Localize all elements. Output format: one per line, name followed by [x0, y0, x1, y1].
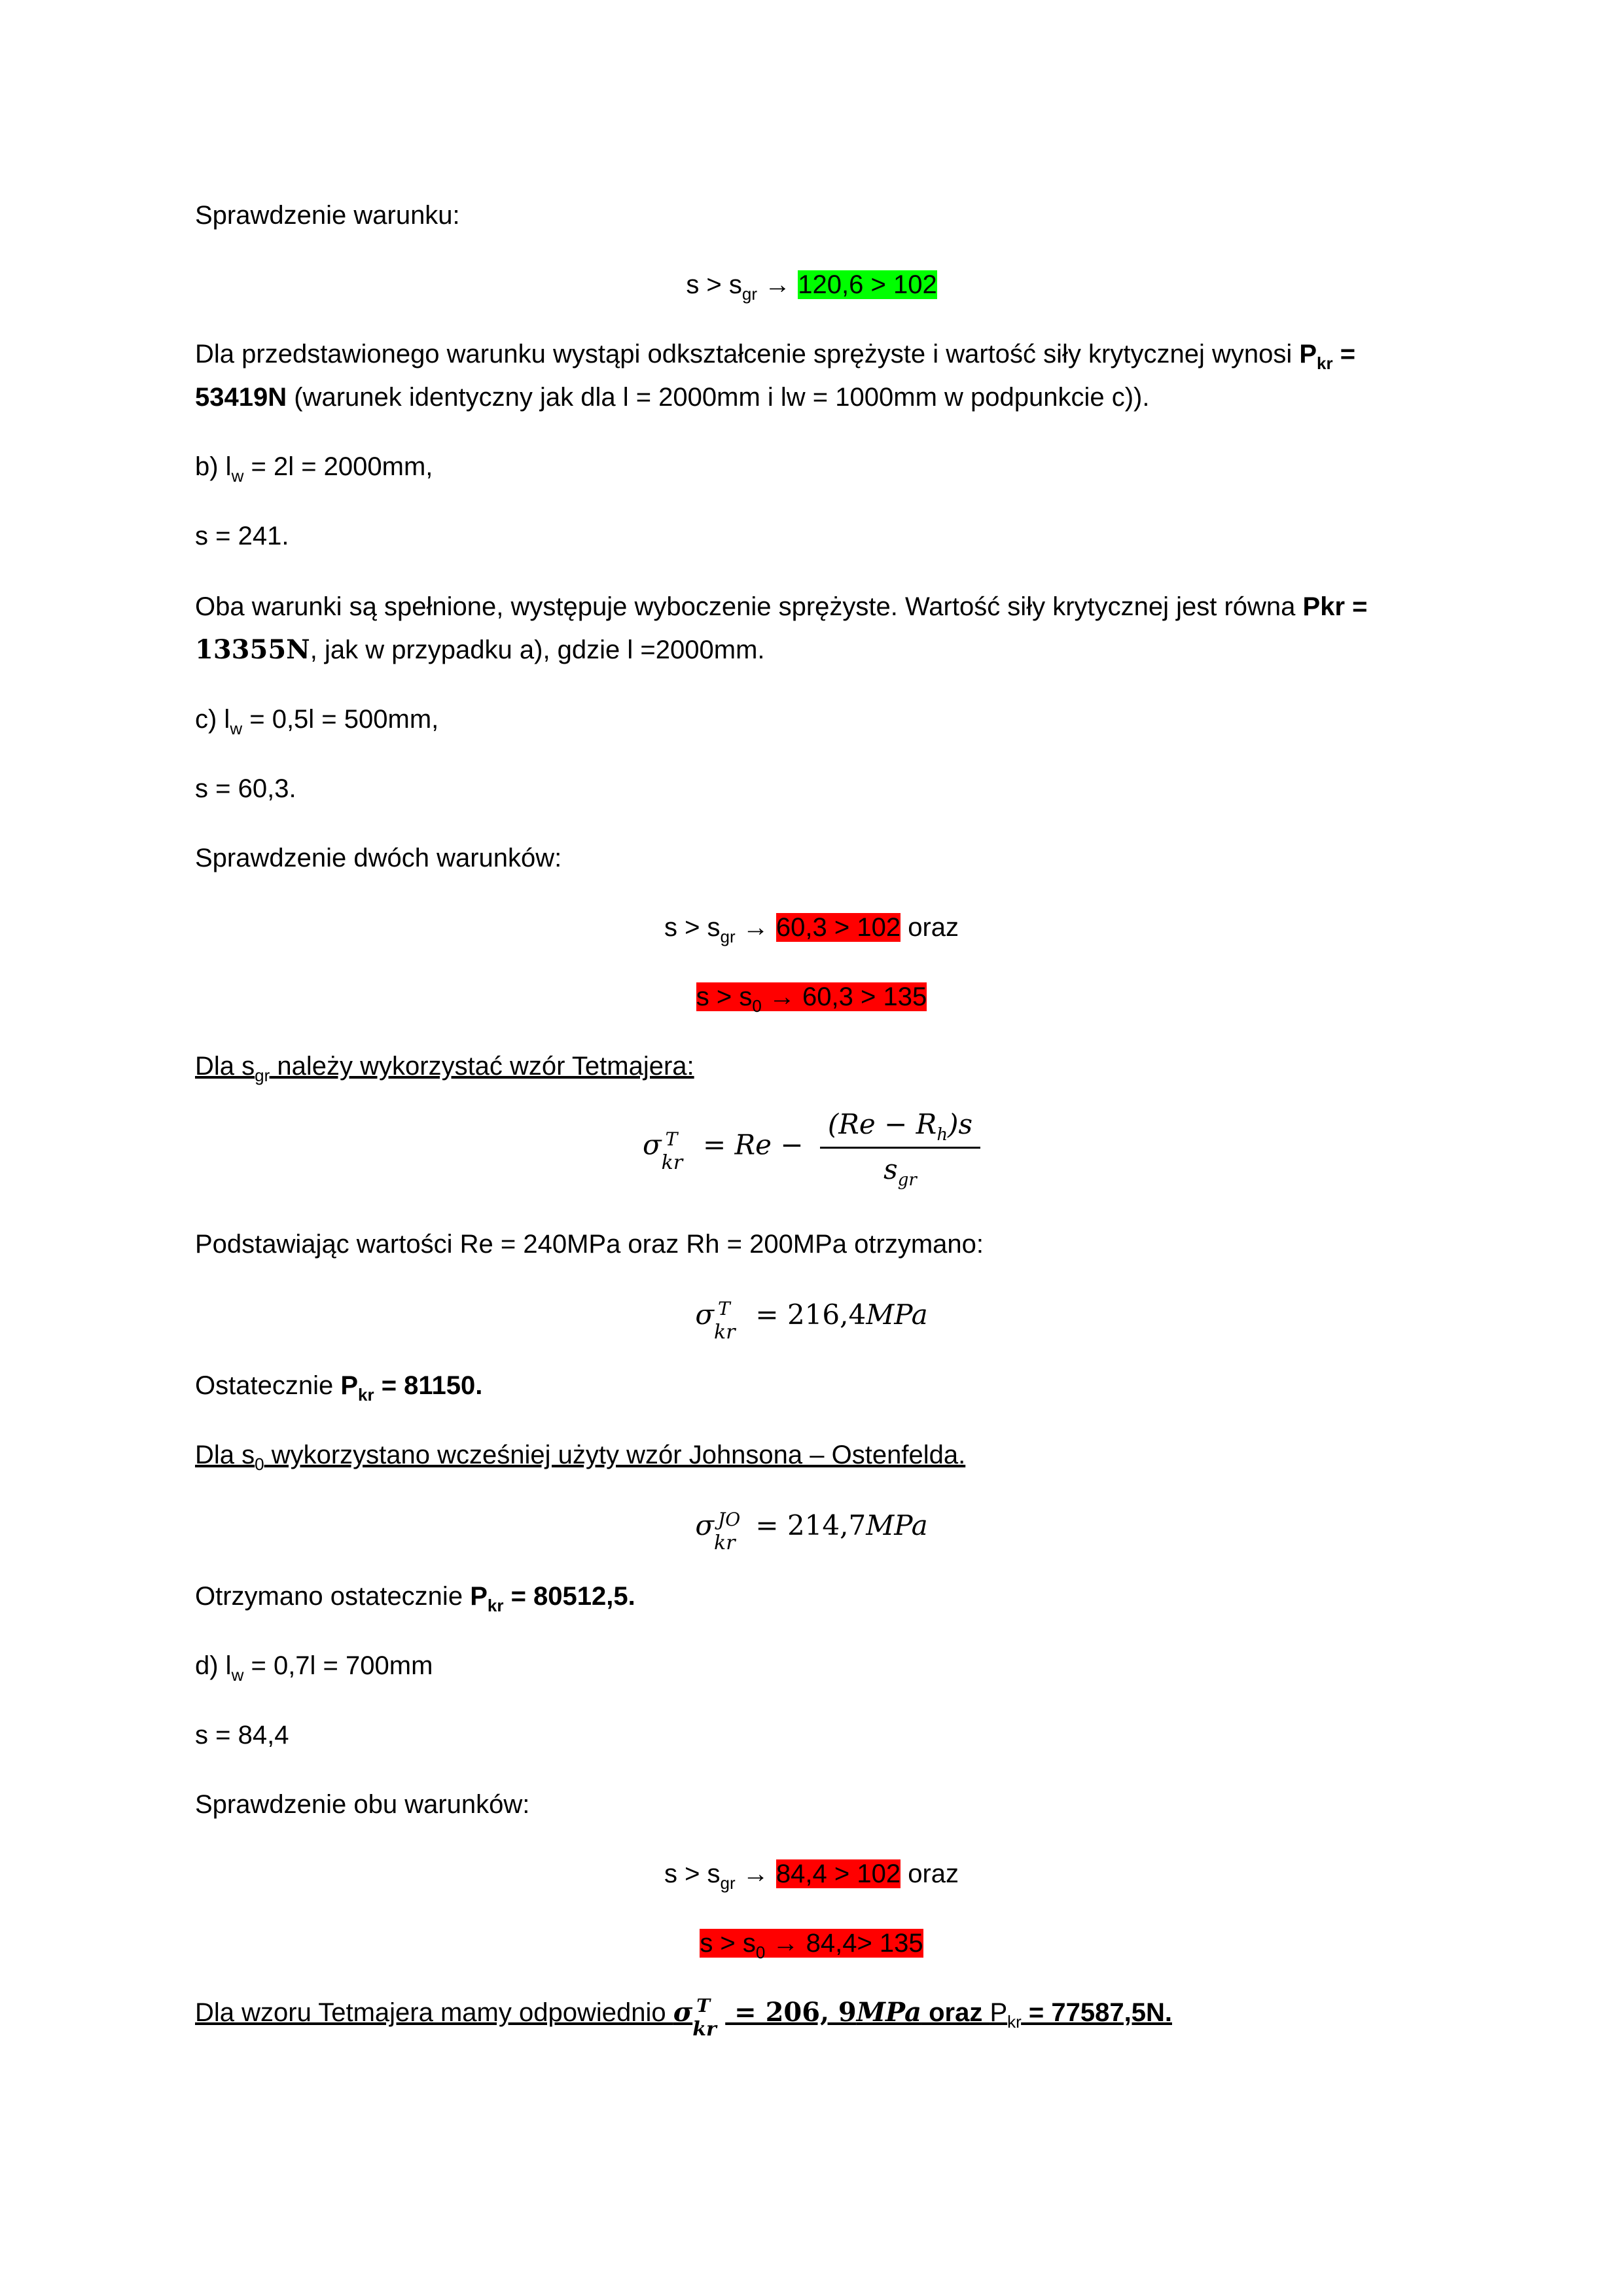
cond-text: s > s: [686, 270, 742, 299]
fraction: $\frac{(Re - R_h)s}{s_{gr}}$: [820, 1106, 980, 1188]
slenderness-b: s = 241.: [195, 522, 289, 550]
paragraph-both-conditions: [195, 585, 1452, 672]
slenderness-c: s = 60,3.: [195, 774, 296, 803]
condition-fail-highlight: $s > s_0 \to 60,3 > 135$: [696, 982, 927, 1016]
check-both-heading: Sprawdzenie obu warunków:: [195, 1790, 530, 1819]
substitution-text: Podstawiając wartości Re = 240MPa oraz Rh = 200MPa otrzymano:: [195, 1230, 984, 1259]
tetmajer-formula: σ T kr = Re − $\frac{(Re - R_h)s}{s_{gr}}$: [0, 1106, 1623, 1188]
para-text: (warunek identyczny jak dla l = 2000mm i lw = 1000mm w podpunkcie c)).: [287, 383, 1150, 412]
pkr-label: Pkr =: [1302, 592, 1368, 621]
condition-sgr-1: [0, 264, 1623, 305]
condition-pass-highlight: 120,6 > 102: [798, 270, 937, 299]
condition-fail-highlight: $s > s_0 \to 84,4> 135$: [700, 1929, 923, 1962]
case-b-heading: b) $l_w = 2l = 2000mm$,: [195, 452, 433, 486]
paragraph-elastic-result: [195, 332, 1452, 419]
cond-sub: gr: [741, 284, 758, 304]
tetmajer-heading: Dla $s_{gr}$ należy wykorzystać wzór Tetmajera:: [195, 1052, 694, 1085]
sigma-tetmajer-result: σ T kr = 216,4MPa: [695, 1298, 928, 1344]
check-condition-heading: Sprawdzenie warunku:: [195, 201, 460, 230]
check-two-heading: Sprawdzenie dwóch warunków:: [195, 844, 562, 872]
pkr-value: 13355N: [195, 634, 310, 665]
final-pkr-2: Otrzymano ostatecznie $P_{kr} = 80512,5$.: [195, 1582, 635, 1615]
pkr-label: $P_{kr} = 53419N$: [195, 340, 1356, 412]
case-c-heading: c) $l_w = 0,5l = 500mm$,: [195, 705, 439, 738]
para-text: Dla przedstawionego warunku wystąpi odkształcenie sprężyste i wartość siły krytycznej wynosi: [195, 340, 1300, 368]
condition-sgr-3: $s > s_{gr} \to 84,4 > 102$ oraz: [664, 1859, 959, 1893]
case-d-heading: d) $l_w = 0,7l = 700mm$: [195, 1651, 433, 1685]
condition-fail-highlight: 84,4 > 102: [776, 1859, 901, 1888]
condition-fail-highlight: 60,3 > 102: [776, 913, 901, 942]
cond-arrow: →: [757, 270, 798, 299]
condition-s0-2: [0, 1923, 1623, 1964]
para-text: , jak w przypadku a), gdzie l =2000mm.: [310, 636, 765, 664]
johnson-ostenfeld-heading: Dla $s_0$ wykorzystano wcześniej użyty wzór Johnsona – Ostenfelda.: [195, 1441, 966, 1474]
final-pkr-1: Ostatecznie $P_{kr} = 81150$.: [195, 1371, 483, 1405]
sigma-jo-result: σ JO kr = 214,7MPa: [695, 1509, 928, 1554]
para-text: Oba warunki są spełnione, występuje wyboczenie sprężyste. Wartość siły krytycznej jest równa: [195, 592, 1303, 621]
condition-sgr-2: $s > s_{gr} \to 60,3 > 102$ oraz: [664, 913, 959, 946]
condition-s0-1: [0, 977, 1623, 1017]
slenderness-d: s = 84,4: [195, 1721, 289, 1749]
tetmajer-final-line: Dla wzoru Tetmajera mamy odpowiednio σ T kr = 206, 9MPa oraz $P_{kr} = 77587,5N$.: [195, 1995, 1172, 2041]
